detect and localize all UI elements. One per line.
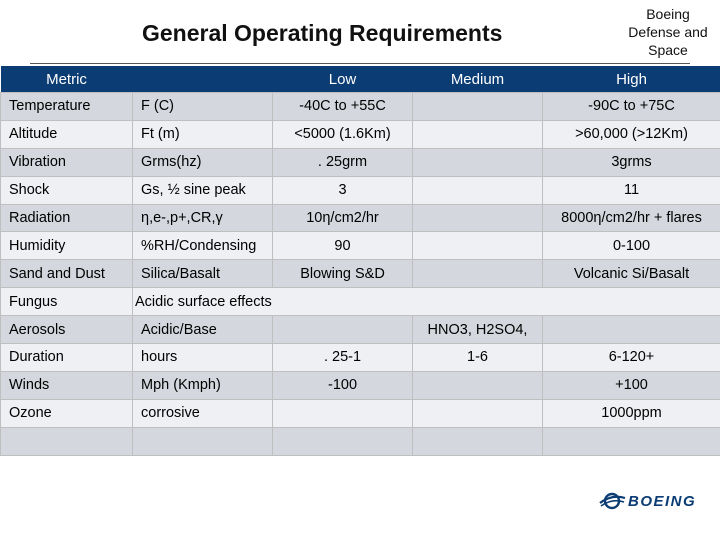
high-cell: +100 [543, 371, 720, 399]
medium-cell: HNO3, H2SO4, [413, 316, 543, 344]
metric-cell: Radiation [1, 204, 133, 232]
unit-cell: corrosive [133, 399, 273, 427]
metric-cell: Aerosols [1, 316, 133, 344]
table-header-row [1, 66, 720, 93]
unit-cell [133, 427, 273, 455]
metric-cell: Vibration [1, 148, 133, 176]
low-cell: . 25-1 [273, 344, 413, 372]
medium-cell [413, 148, 543, 176]
high-cell: 11 [543, 176, 720, 204]
high-cell [543, 427, 720, 455]
unit-cell: hours [133, 344, 273, 372]
metric-cell: Humidity [1, 232, 133, 260]
unit-cell: Silica/Basalt [133, 260, 273, 288]
medium-cell [413, 204, 543, 232]
medium-cell [413, 120, 543, 148]
column-header-metric: Metric [1, 66, 133, 93]
page-title: General Operating Requirements [142, 20, 503, 46]
metric-cell: Winds [1, 371, 133, 399]
unit-cell: Grms(hz) [133, 148, 273, 176]
high-cell: 0-100 [543, 232, 720, 260]
column-header-medium: Medium [413, 66, 543, 93]
low-cell [273, 427, 413, 455]
high-cell: 8000η/cm2/hr + flares [543, 204, 720, 232]
low-cell: Blowing S&D [273, 260, 413, 288]
corner-label: Boeing Defense and Space [628, 6, 708, 58]
high-cell: 1000ppm [543, 399, 720, 427]
medium-cell [413, 371, 543, 399]
metric-cell: Altitude [1, 120, 133, 148]
unit-cell: Mph (Kmph) [133, 371, 273, 399]
metric-cell: Shock [1, 176, 133, 204]
metric-cell: Duration [1, 344, 133, 372]
metric-cell: Fungus [1, 288, 133, 316]
high-cell [543, 316, 720, 344]
metric-cell [1, 427, 133, 455]
medium-cell [413, 260, 543, 288]
table-row [1, 316, 720, 344]
low-cell: . 25grm [273, 148, 413, 176]
table-row [1, 344, 720, 372]
unit-cell: Acidic surface effects [133, 288, 720, 316]
column-header-low: Low [273, 66, 413, 93]
unit-cell: F (C) [133, 93, 273, 121]
boeing-symbol-icon [600, 494, 625, 508]
table-row [1, 288, 720, 316]
medium-cell [413, 93, 543, 121]
table-row [1, 371, 720, 399]
unit-cell: η,e-,p+,CR,γ [133, 204, 273, 232]
table-row [1, 176, 720, 204]
table-row [1, 93, 720, 121]
medium-cell: 1-6 [413, 344, 543, 372]
high-cell: Volcanic Si/Basalt [543, 260, 720, 288]
low-cell: 10η/cm2/hr [273, 204, 413, 232]
table-row [1, 148, 720, 176]
medium-cell [413, 399, 543, 427]
table-row [1, 399, 720, 427]
unit-cell: Ft (m) [133, 120, 273, 148]
low-cell: <5000 (1.6Km) [273, 120, 413, 148]
table-row [1, 120, 720, 148]
table-row [1, 260, 720, 288]
medium-cell [413, 427, 543, 455]
column-header-high: High [543, 66, 720, 93]
metric-cell: Sand and Dust [1, 260, 133, 288]
title-divider [30, 63, 690, 64]
boeing-wordmark: BOEING [628, 493, 697, 510]
low-cell: 3 [273, 176, 413, 204]
unit-cell: %RH/Condensing [133, 232, 273, 260]
boeing-logo-icon [598, 486, 713, 516]
high-cell: >60,000 (>12Km) [543, 120, 720, 148]
high-cell: 6-120+ [543, 344, 720, 372]
low-cell [273, 316, 413, 344]
metric-cell: Ozone [1, 399, 133, 427]
low-cell: -40C to +55C [273, 93, 413, 121]
column-header-unit [133, 66, 273, 93]
low-cell [273, 399, 413, 427]
table-row [1, 204, 720, 232]
requirements-table [0, 66, 720, 456]
low-cell: -100 [273, 371, 413, 399]
unit-cell: Gs, ½ sine peak [133, 176, 273, 204]
low-cell: 90 [273, 232, 413, 260]
table-row [1, 232, 720, 260]
metric-cell: Temperature [1, 93, 133, 121]
high-cell: 3grms [543, 148, 720, 176]
table-row [1, 427, 720, 455]
unit-cell: Acidic/Base [133, 316, 273, 344]
medium-cell [413, 232, 543, 260]
high-cell: -90C to +75C [543, 93, 720, 121]
medium-cell [413, 176, 543, 204]
